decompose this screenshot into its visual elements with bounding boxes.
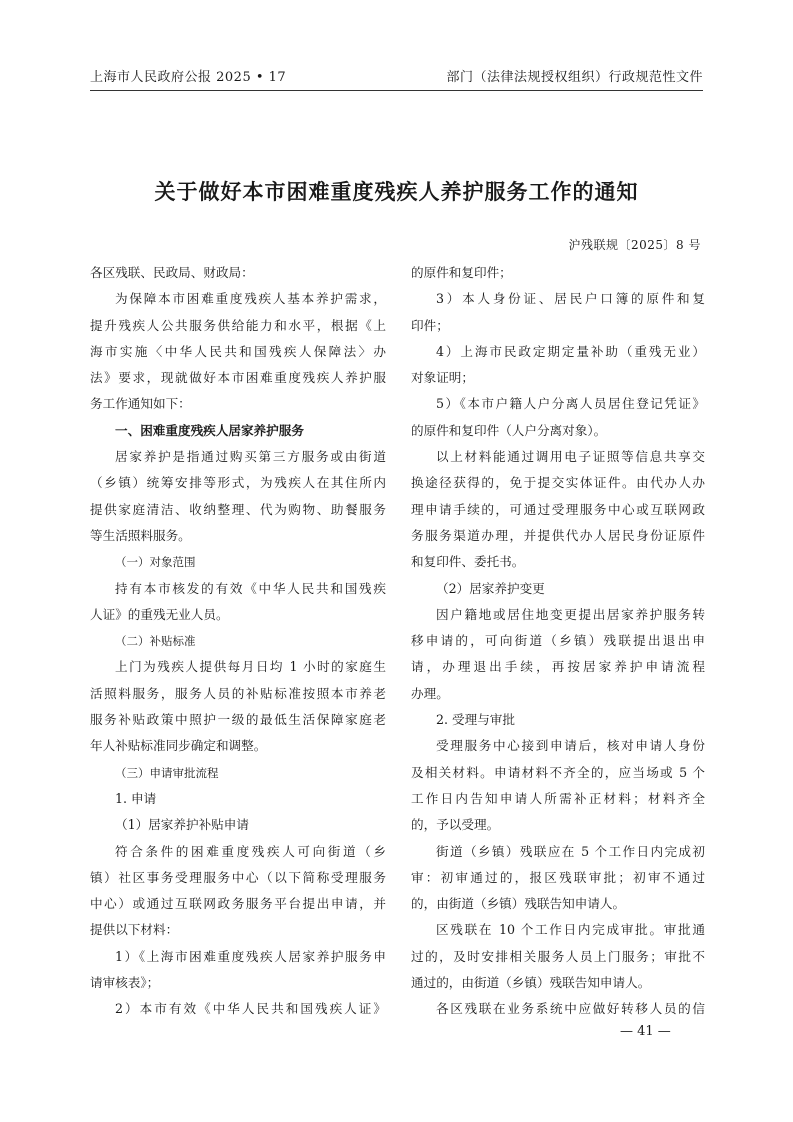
text-line: 务服务渠道办理，并提供代办人居民身份证原件: [411, 527, 705, 543]
text-line: 提供以下材料：: [90, 922, 179, 938]
text-line: 海市实施〈中华人民共和国残疾人保障法〉办: [90, 343, 386, 359]
text-line: 以上材料能通过调用电子证照等信息共享交: [436, 449, 705, 465]
section-heading: 一、困难重度残疾人居家养护服务: [115, 422, 304, 438]
text-line: 审：初审通过的，报区残联审批；初审不通过: [411, 869, 705, 885]
text-line: 过的，及时安排相关服务人员上门服务；审批不: [411, 948, 705, 964]
text-line: 各区残联在业务系统中应做好转移人员的信: [436, 1001, 705, 1017]
text-line: 服务补贴政策中照护一级的最低生活保障家庭老: [90, 712, 386, 728]
page-title: 关于做好本市困难重度残疾人养护服务工作的通知: [154, 180, 639, 204]
subsection-heading: （三）申请审批流程: [115, 765, 219, 780]
text-line: 的，予以受理。: [411, 817, 500, 833]
text-line: 的原件和复印件；: [411, 265, 512, 280]
text-line: 2）本市有效《中华人民共和国残疾人证》: [115, 1001, 386, 1017]
text-line: 和复印件、委托书。: [411, 554, 525, 570]
text-line: 印件；: [411, 317, 449, 333]
header-divider: [90, 90, 703, 91]
text-line: 工作日内告知申请人所需补正材料；材料齐全: [411, 790, 705, 806]
text-line: 因户籍地或居住地变更提出居家养护服务转: [436, 606, 705, 622]
subsection-heading: （二）补贴标准: [115, 634, 196, 649]
text-line: 5）《本市户籍人户分离人员居住登记凭证》: [436, 396, 705, 412]
text-line: 法》要求，现就做好本市困难重度残疾人养护服: [90, 370, 386, 386]
text-line: 通过的，由街道（乡镇）残联告知申请人。: [411, 975, 651, 991]
text-line: 活照料服务，服务人员的补贴标准按照本市养老: [90, 685, 386, 701]
text-line: （1）居家养护补贴申请: [115, 817, 249, 833]
text-line: 符合条件的困难重度残疾人可向街道（乡: [115, 843, 386, 859]
right-column: [411, 260, 705, 1023]
text-line: 居家养护是指通过购买第三方服务或由街道: [115, 449, 386, 465]
text-line: 年人补贴标准同步确定和调整。: [90, 738, 267, 754]
text-line: 理申请手续的，可通过受理服务中心或互联网政: [411, 501, 705, 517]
text-line: （乡镇）统筹安排等形式，为残疾人在其住所内: [90, 475, 386, 491]
text-line: 2. 受理与审批: [436, 712, 515, 728]
text-line: 等生活照料服务。: [90, 527, 191, 543]
text-line: 的原件和复印件（人户分离对象）。: [411, 422, 607, 438]
text-line: 换途径获得的，免于提交实体证件。由代办人办: [411, 475, 705, 491]
running-header-left: 上海市人民政府公报 2025 • 17: [90, 70, 287, 85]
text-line: 4）上海市民政定期定量补助（重残无业）: [436, 343, 705, 359]
text-line: 区残联在 10 个工作日内完成审批。审批通: [436, 922, 705, 938]
text-line: 提升残疾人公共服务供给能力和水平，根据《上: [90, 317, 386, 333]
text-line: 1）《上海市困难重度残疾人居家养护服务申: [115, 948, 386, 964]
text-line: 提供家庭清洁、收纳整理、代为购物、助餐服务: [90, 501, 386, 517]
text-line: 受理服务中心接到申请后，核对申请人身份: [436, 738, 705, 754]
text-line: 的，由街道（乡镇）残联告知申请人。: [411, 896, 626, 912]
text-line: 3）本人身份证、居民户口簿的原件和复: [436, 291, 705, 307]
text-line: 镇）社区事务受理服务中心（以下简称受理服务: [90, 869, 386, 885]
text-line: 务工作通知如下：: [90, 396, 191, 412]
subsection-heading: （一）对象范围: [115, 555, 196, 570]
page-number: — 41 —: [620, 1024, 671, 1039]
text-line: 及相关材料。申请材料不齐全的，应当场或 5 个: [411, 764, 705, 780]
text-line: 请审核表》；: [90, 975, 160, 991]
text-line: 各区残联、民政局、财政局：: [90, 265, 254, 280]
text-line: （2）居家养护变更: [436, 580, 545, 596]
text-line: 为保障本市困难重度残疾人基本养护需求，: [115, 291, 386, 307]
text-line: 持有本市核发的有效《中华人民共和国残疾: [115, 580, 386, 596]
text-line: 街道（乡镇）残联应在 5 个工作日内完成初: [436, 843, 705, 859]
text-line: 1. 申请: [115, 790, 157, 806]
text-line: 中心）或通过互联网政务服务平台提出申请，并: [90, 896, 386, 912]
text-line: 上门为残疾人提供每月日均 1 小时的家庭生: [115, 659, 386, 675]
text-line: 请，办理退出手续，再按居家养护申请流程: [411, 659, 705, 675]
document-number: 沪残联规〔2025〕8 号: [568, 238, 701, 252]
text-line: 办理。: [411, 685, 449, 701]
text-line: 人证》的重残无业人员。: [90, 606, 229, 622]
left-column: [90, 260, 386, 1023]
text-line: 对象证明；: [411, 370, 474, 386]
running-header-right: 部门（法律法规授权组织）行政规范性文件: [446, 70, 703, 85]
text-line: 移申请的，可向街道（乡镇）残联提出退出申: [411, 633, 705, 649]
